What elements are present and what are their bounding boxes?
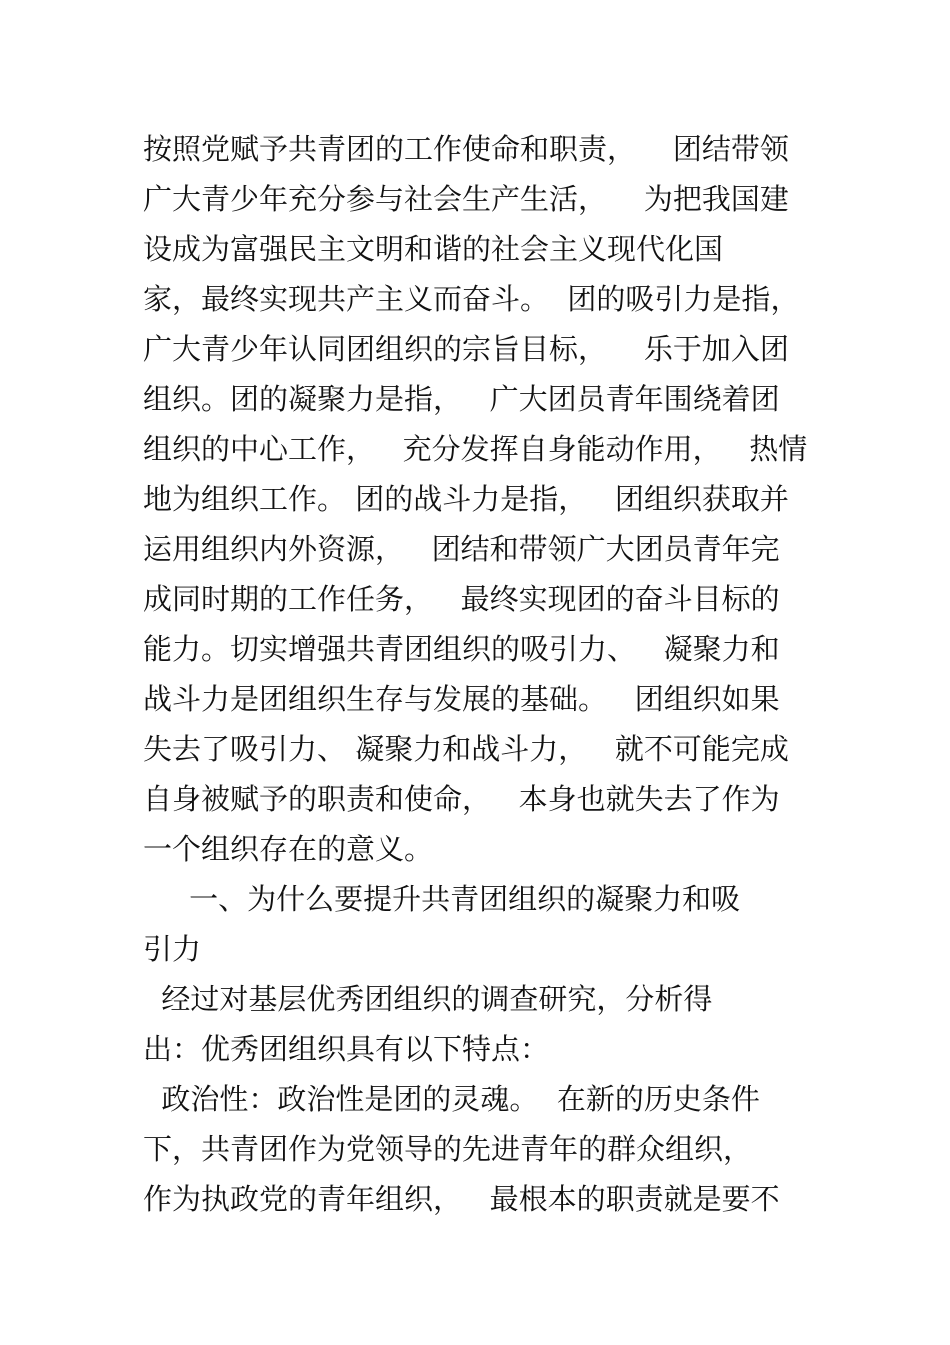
text-line: 成同时期的工作任务， 最终实现团的奋斗目标的 — [143, 582, 780, 616]
text-line: 广大青少年充分参与社会生产生活， 为把我国建 — [143, 182, 789, 216]
text-line: 政治性：政治性是团的灵魂。 在新的历史条件 — [143, 1082, 760, 1116]
text-line: 一个组织存在的意义。 — [143, 832, 434, 866]
text-line: 自身被赋予的职责和使命， 本身也就失去了作为 — [143, 782, 780, 816]
text-line: 设成为富强民主文明和谐的社会主义现代化国 — [143, 232, 724, 266]
text-line: 经过对基层优秀团组织的调查研究，分析得 — [143, 982, 713, 1016]
text-line: 广大青少年认同团组织的宗旨目标， 乐于加入团 — [143, 332, 789, 366]
text-line: 下，共青团作为党领导的先进青年的群众组织， — [143, 1132, 753, 1166]
text-line: 家，最终实现共产主义而奋斗。 团的吸引力是指， — [143, 282, 800, 316]
text-line: 运用组织内外资源， 团结和带领广大团员青年完 — [143, 532, 780, 566]
section-heading-line: 一、为什么要提升共青团组织的凝聚力和吸 — [143, 882, 741, 916]
text-line: 出：优秀团组织具有以下特点： — [143, 1032, 550, 1066]
text-line: 战斗力是团组织生存与发展的基础。 团组织如果 — [143, 682, 780, 716]
text-line: 组织。团的凝聚力是指， 广大团员青年围绕着团 — [143, 382, 780, 416]
section-heading-line: 引力 — [143, 932, 202, 966]
text-line: 失去了吸引力、 凝聚力和战斗力， 就不可能完成 — [143, 732, 789, 766]
document-body — [143, 124, 813, 1224]
text-line: 能力。切实增强共青团组织的吸引力、 凝聚力和 — [143, 632, 780, 666]
text-line: 组织的中心工作， 充分发挥自身能动作用， 热情 — [143, 432, 808, 466]
text-line: 按照党赋予共青团的工作使命和职责， 团结带领 — [143, 132, 789, 166]
text-line: 作为执政党的青年组织， 最根本的职责就是要不 — [143, 1182, 780, 1216]
text-line: 地为组织工作。 团的战斗力是指， 团组织获取并 — [143, 482, 789, 516]
